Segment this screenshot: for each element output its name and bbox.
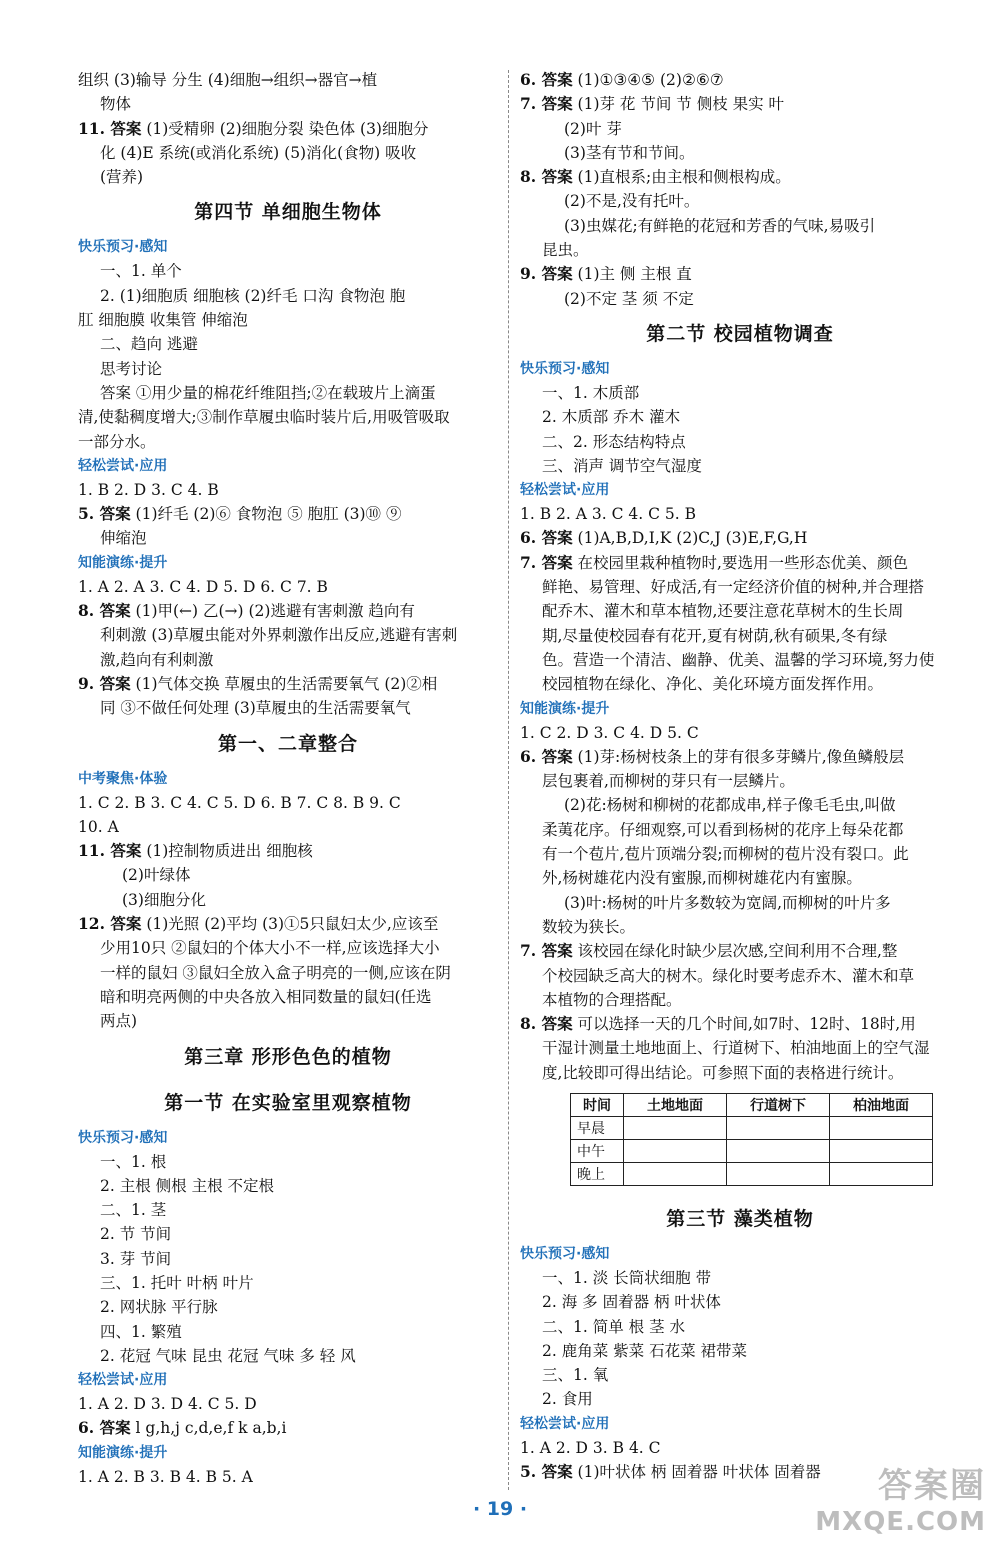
answer-text: (1)直根系;由主根和侧根构成。 [577,168,791,187]
answer-text: (1)芽 花 节间 节 侧枝 果实 叶 [577,95,785,114]
watermark-logo [815,1458,986,1537]
answer-line [78,839,498,863]
text-line: 色。营造一个清洁、幽静、优美、温馨的学习环境,努力使 [542,650,935,669]
column-divider [508,70,509,1490]
question-number: 5. [78,504,100,524]
answer-label: 答案 [541,1014,573,1034]
section-tag: 轻松尝试·应用 [78,457,168,474]
text-line: 1. A 2. D 3. D 4. C 5. D [78,1395,257,1414]
watermark-line-1: 答案圈 [878,1466,986,1506]
text-line: 三、消声 调节空气湿度 [542,456,702,475]
answer-label: 答案 [541,1462,573,1482]
question-number: 6. [520,528,542,548]
right-column [520,68,960,1484]
text-line: 组织 (3)输导 分生 (4)细胞→组织→器官→植 [78,71,378,89]
text-line: 10. A [78,817,119,836]
answer-label: 答案 [541,167,573,187]
text-line: (3)虫媒花;有鲜艳的花冠和芳香的气味,易吸引 [564,216,876,235]
text-line: 2. 鹿角菜 紫菜 石花菜 裙带菜 [542,1341,747,1360]
text-line: 1. B 2. A 3. C 4. C 5. B [520,505,696,524]
table-row-label: 中午 [571,1139,624,1162]
text-line: (3)茎有节和节间。 [564,143,695,162]
question-number: 6. [520,70,542,89]
answer-label: 答案 [541,552,573,572]
text-line: 暗和明亮两侧的中央各放入相同数量的鼠妇(任选 [100,987,432,1006]
text-line: 一、1. 根 [100,1152,167,1171]
text-line: 少用10只 ②鼠妇的个体大小不一样,应该选择大小 [100,939,440,958]
answer-text: (1)主 侧 主根 直 [577,265,692,284]
answer-text: (1)纤毛 (2)⑥ 食物泡 ⑤ 胞肛 (3)⑩ ⑨ [135,505,402,524]
answer-label: 答案 [110,118,142,138]
answer-text: (1)①③④⑤ (2)②⑥⑦ [577,71,724,89]
text-line: 二、趋向 逃避 [100,335,198,354]
text-line: 2. 网状脉 平行脉 [100,1298,218,1317]
question-number: 7. [520,552,542,572]
answer-label: 答案 [541,70,573,89]
answer-label: 答案 [541,528,573,548]
table-row [571,1162,933,1185]
text-line: 答案 ①用少量的棉花纤维阻挡;②在载玻片上滴蛋 [100,383,436,402]
text-line: 一、1. 淡 长筒状细胞 带 [542,1268,712,1287]
answer-text: l g,h,j c,d,e,f k a,b,i [135,1419,287,1438]
section-heading: 第四节 单细胞生物体 [194,201,382,224]
text-line: 1. A 2. D 3. B 4. C [520,1438,661,1457]
text-line: (2)不是,没有托叶。 [564,192,700,211]
question-number: 8. [78,601,100,621]
text-line: 柔荑花序。仔细观察,可以看到杨树的花序上每朵花都 [542,820,904,839]
text-line: 一、1. 木质部 [542,383,640,402]
answer-line [78,502,498,526]
text-line: 二、1. 简单 根 茎 水 [542,1317,685,1336]
question-number: 9. [520,264,542,284]
text-line: 二、1. 茎 [100,1201,167,1220]
table-header-cell: 行道树下 [727,1093,830,1116]
text-line: 1. B 2. D 3. C 4. B [78,480,219,499]
section-tag: 知能演练·提升 [520,700,610,717]
answer-text: 在校园里栽种植物时,要选用一些形态优美、颜色 [577,553,908,572]
answer-label: 答案 [110,914,142,934]
table-row-label: 早晨 [571,1116,624,1139]
answer-text: (1)气体交换 草履虫的生活需要氧气 (2)②相 [135,674,438,693]
text-line: 昆虫。 [542,241,589,260]
text-line: 2. (1)细胞质 细胞核 (2)纤毛 口沟 食物泡 胞 [100,286,406,305]
answer-text: (1)光照 (2)平均 (3)①5只鼠妇太少,应该至 [146,915,439,934]
text-line: 肛 细胞膜 收集管 伸缩泡 [78,311,248,330]
text-line: 3. 芽 节间 [100,1249,172,1268]
text-line: 一样的鼠妇 ③鼠妇全放入盒子明亮的一侧,应该在阴 [100,963,451,982]
table-row [571,1139,933,1162]
section-heading: 第三章 形形色色的植物 [184,1045,392,1068]
answer-text: (1)A,B,D,I,K (2)C,J (3)E,F,G,H [577,529,808,548]
answer-line [78,672,498,696]
text-line: 物体 [100,95,132,114]
answer-label: 答案 [110,841,142,861]
text-line: 本植物的合理搭配。 [542,990,682,1009]
answer-line [78,912,498,936]
answer-line [78,117,498,141]
text-line: (2)花:杨树和柳树的花都成串,样子像毛毛虫,叫做 [564,796,896,815]
answer-text: (1)控制物质进出 细胞核 [146,842,313,861]
survey-table [570,1093,933,1186]
answer-line [78,1416,498,1440]
answer-label: 答案 [99,673,131,693]
question-number: 8. [520,167,542,187]
section-tag: 知能演练·提升 [78,1444,168,1461]
section-heading: 第一节 在实验室里观察植物 [164,1091,412,1114]
answer-line [520,745,960,769]
section-heading: 第二节 校园植物调查 [646,322,834,345]
question-number: 6. [520,746,542,766]
section-heading: 第一、二章整合 [217,732,358,755]
answer-line [520,526,960,550]
section-tag: 中考聚焦·体验 [78,770,168,787]
text-line: 期,尽量使校园春有花开,夏有树荫,秋有硕果,冬有绿 [542,626,888,645]
answer-line [520,92,960,116]
answer-label: 答案 [541,941,573,961]
section-tag: 轻松尝试·应用 [78,1372,168,1389]
text-line: 2. 海 多 固着器 柄 叶状体 [542,1293,721,1312]
text-line: 配乔木、灌木和草本植物,还要注意花草树木的生长周 [542,602,904,621]
text-line: 两点) [100,1012,138,1031]
text-line: 个校园缺乏高大的树木。绿化时要考虑乔木、灌木和草 [542,966,915,985]
table-header-row [571,1093,933,1116]
answer-text: (1)甲(←) 乙(→) (2)逃避有害刺激 趋向有 [135,602,415,621]
text-line: 一、1. 单个 [100,262,182,281]
answer-line [78,599,498,623]
text-line: 1. A 2. B 3. B 4. B 5. A [78,1467,253,1486]
table-row [571,1116,933,1139]
answer-text: (1)受精卵 (2)细胞分裂 染色体 (3)细胞分 [146,119,429,138]
right-column-part-a [520,68,960,1085]
text-line: (营养) [100,168,144,187]
question-number: 11. [78,118,111,138]
section-tag: 快乐预习·感知 [78,239,168,256]
text-line: 1. C 2. B 3. C 4. C 5. D 6. B 7. C 8. B 9. C [78,793,401,812]
text-line: (2)不定 茎 须 不定 [564,289,694,308]
text-line: 激,趋向有利刺激 [100,650,214,669]
text-line: 一部分水。 [78,432,156,451]
question-number: 12. [78,914,111,934]
watermark-line-2: MXQE.COM [815,1507,986,1537]
text-line: 2. 木质部 乔木 灌木 [542,408,681,427]
text-line: 三、1. 氧 [542,1366,609,1385]
text-line: (3)细胞分化 [122,890,206,909]
section-heading: 第三节 藻类植物 [666,1207,814,1230]
table-header-cell: 时间 [571,1093,624,1116]
left-column [78,68,498,1489]
question-number: 11. [78,841,111,861]
answer-text: 可以选择一天的几个时间,如7时、12时、18时,用 [577,1015,916,1034]
question-number: 7. [520,94,542,114]
text-line: (2)叶 芽 [564,119,622,138]
answer-line [520,551,960,575]
text-line: 校园植物在绿化、净化、美化环境方面发挥作用。 [542,675,884,694]
section-tag: 快乐预习·感知 [520,360,610,377]
section-tag: 快乐预习·感知 [78,1129,168,1146]
text-line: (3)叶:杨树的叶片多数较为宽阔,而柳树的叶片多 [564,893,891,912]
text-line: 三、1. 托叶 叶柄 叶片 [100,1273,254,1292]
section-tag: 知能演练·提升 [78,554,168,571]
table-header-cell: 柏油地面 [830,1093,933,1116]
page-number: · 19 · [472,1498,528,1520]
answer-label: 答案 [541,264,573,284]
text-line: 伸缩泡 [100,529,147,548]
answer-label: 答案 [99,601,131,621]
question-number: 9. [78,673,100,693]
text-line: 2. 食用 [542,1390,593,1409]
text-line: 有一个苞片,苞片顶端分裂;而柳树的苞片没有裂口。此 [542,845,909,864]
answer-line [520,262,960,286]
answer-label: 答案 [541,746,573,766]
text-line: 利刺激 (3)草履虫能对外界刺激作出反应,逃避有害刺 [100,626,458,645]
answer-label: 答案 [99,1418,131,1438]
text-line: 层包裹着,而柳树的芽只有一层鳞片。 [542,772,795,791]
text-line: 数较为狭长。 [542,917,636,936]
text-line: 鲜艳、易管理、好成活,有一定经济价值的树种,并合理搭 [542,578,924,597]
question-number: 7. [520,941,542,961]
text-line: 二、2. 形态结构特点 [542,432,686,451]
table-header-cell: 土地地面 [624,1093,727,1116]
answer-line [520,939,960,963]
answer-text: 该校园在绿化时缺少层次感,空间利用不合理,整 [577,942,898,961]
text-line: 思考讨论 [100,359,163,378]
text-line: 同 ③不做任何处理 (3)草履虫的生活需要氧气 [100,699,411,718]
question-number: 6. [78,1418,100,1438]
answer-label: 答案 [541,94,573,114]
answer-line [520,165,960,189]
right-column-part-b [520,1196,960,1484]
text-line: 1. A 2. A 3. C 4. D 5. D 6. C 7. B [78,577,328,596]
text-line: 外,杨树雄花内没有蜜腺,而柳树雄花内有蜜腺。 [542,869,862,888]
text-line: 清,使黏稠度增大;③制作草履虫临时装片后,用吸管吸取 [78,408,450,427]
section-tag: 轻松尝试·应用 [520,1415,610,1432]
section-tag: 快乐预习·感知 [520,1245,610,1262]
text-line: 2. 节 节间 [100,1225,172,1244]
text-line: (2)叶绿体 [122,866,191,885]
question-number: 5. [520,1462,542,1482]
answer-label: 答案 [99,504,131,524]
text-line: 1. C 2. D 3. C 4. D 5. C [520,723,699,742]
text-line: 2. 主根 侧根 主根 不定根 [100,1176,274,1195]
section-tag: 轻松尝试·应用 [520,482,610,499]
text-line: 化 (4)E 系统(或消化系统) (5)消化(食物) 吸收 [100,143,417,162]
text-line: 度,比较即可得出结论。可参照下面的表格进行统计。 [542,1063,904,1082]
answer-line [520,68,960,92]
text-line: 干湿计测量土地地面上、行道树下、柏油地面上的空气湿 [542,1039,930,1058]
question-number: 8. [520,1014,542,1034]
answer-line [520,1012,960,1036]
table-row-label: 晚上 [571,1162,624,1185]
answer-text: (1)叶状体 柄 固着器 叶状体 固着器 [577,1463,821,1482]
answer-text: (1)芽:杨树枝条上的芽有很多芽鳞片,像鱼鳞般层 [577,747,905,766]
text-line: 2. 花冠 气味 昆虫 花冠 气味 多 轻 风 [100,1346,356,1365]
text-line: 四、1. 繁殖 [100,1322,182,1341]
